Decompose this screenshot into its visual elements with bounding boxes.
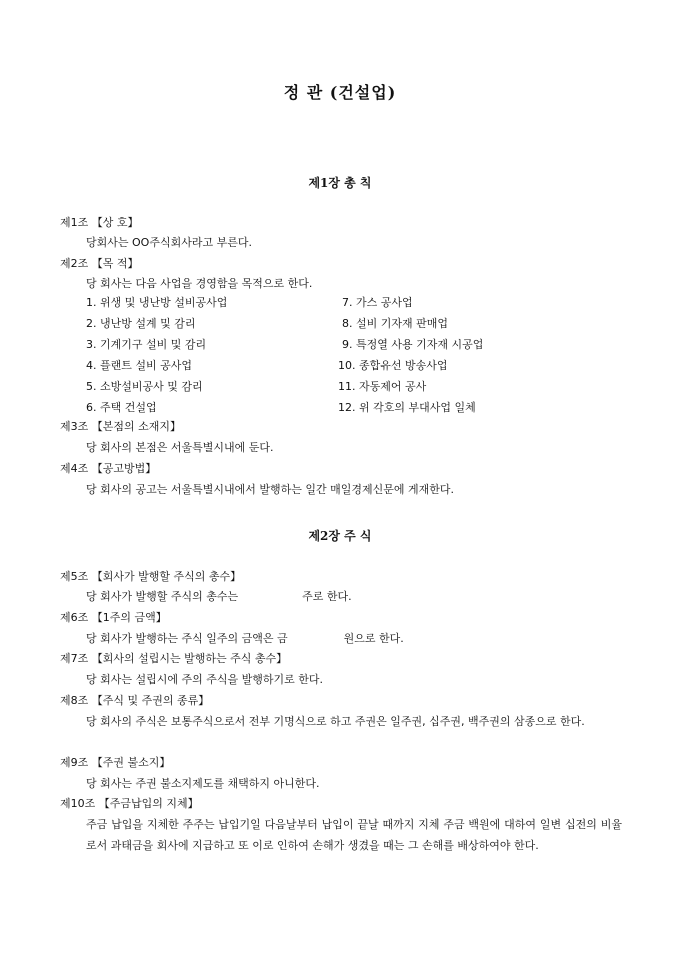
article-6-body: [86, 632, 404, 646]
list-item: 8. 설비 기자재 판매업: [342, 317, 448, 330]
article-2-heading: 제2조 【목 적】: [60, 257, 139, 270]
document-title: 정 관 (건설업): [283, 83, 397, 102]
article-1-body: 당회사는 OO주식회사라고 부른다.: [86, 236, 252, 249]
list-item: 11. 자동제어 공사: [338, 380, 427, 393]
article-2-body: 당 회사는 다음 사업을 경영함을 목적으로 한다.: [86, 277, 313, 290]
article-4-heading: 제4조 【공고방법】: [60, 462, 157, 475]
article-6-heading: 제6조 【1주의 금액】: [60, 611, 167, 624]
list-item: 6. 주택 건설업: [86, 401, 157, 414]
list-item: 5. 소방설비공사 및 감리: [86, 380, 203, 393]
chapter-1-heading: 제1장 총 칙: [308, 176, 372, 190]
article-3-heading: 제3조 【본점의 소재지】: [60, 420, 181, 433]
article-7-heading: 제7조 【회사의 설립시는 발행하는 주식 총수】: [60, 652, 288, 665]
list-item: 3. 기계기구 설비 및 감리: [86, 338, 207, 351]
list-item: 9. 특정열 사용 기자재 시공업: [342, 338, 484, 351]
article-8-heading: 제8조 【주식 및 주권의 종류】: [60, 694, 210, 707]
chapter-2-heading: 제2장 주 식: [308, 529, 372, 543]
article-8-body: 당 회사의 주식은 보통주식으로서 전부 기명식으로 하고 주권은 일주권, 십주권, 백주권의 삼종으로 한다.: [86, 715, 585, 728]
article-4-body: 당 회사의 공고는 서울특별시내에서 발행하는 일간 매일경제신문에 게재한다.: [86, 483, 455, 496]
article-6-body-end: 원으로 한다.: [343, 632, 404, 645]
list-item: 7. 가스 공사업: [342, 296, 413, 309]
list-item: 12. 위 각호의 부대사업 일체: [338, 401, 476, 414]
article-10-heading: 제10조 【주금납입의 지체】: [60, 797, 199, 810]
article-7-body: 당 회사는 설립시에 주의 주식을 발행하기로 한다.: [86, 673, 323, 686]
list-item: 10. 종합유선 방송사업: [338, 359, 448, 372]
article-3-body: 당 회사의 본점은 서울특별시내에 둔다.: [86, 441, 274, 454]
article-9-body: 당 회사는 주권 불소지제도를 채택하지 아니한다.: [86, 777, 320, 790]
article-9-heading: 제9조 【주권 불소지】: [60, 756, 171, 769]
article-1-heading: 제1조 【상 호】: [60, 216, 139, 229]
list-item: 1. 위생 및 냉난방 설비공사업: [86, 296, 228, 309]
article-5-body: [86, 590, 352, 604]
article-10-body: 주금 납입을 지체한 주주는 납입기일 다음날부터 납입이 끝날 때까지 지체 주금 백원에 대하여 일변 십전의 비율로서 과태금을 회사에 지급하고 또 이로 인하여 손해가 생겼을 때는 그 손해를 배상하여야 한다.: [86, 818, 622, 852]
article-6-body-start: 당 회사가 발행하는 주식 일주의 금액은 금: [86, 632, 288, 645]
list-item: 4. 플랜트 설비 공사업: [86, 359, 192, 372]
article-5-body-end: 주로 한다.: [302, 590, 352, 603]
article-5-body-start: 당 회사가 발행할 주식의 총수는: [86, 590, 239, 603]
list-item: 2. 냉난방 설계 및 감리: [86, 317, 196, 330]
article-5-heading: 제5조 【회사가 발행할 주식의 총수】: [60, 570, 242, 583]
